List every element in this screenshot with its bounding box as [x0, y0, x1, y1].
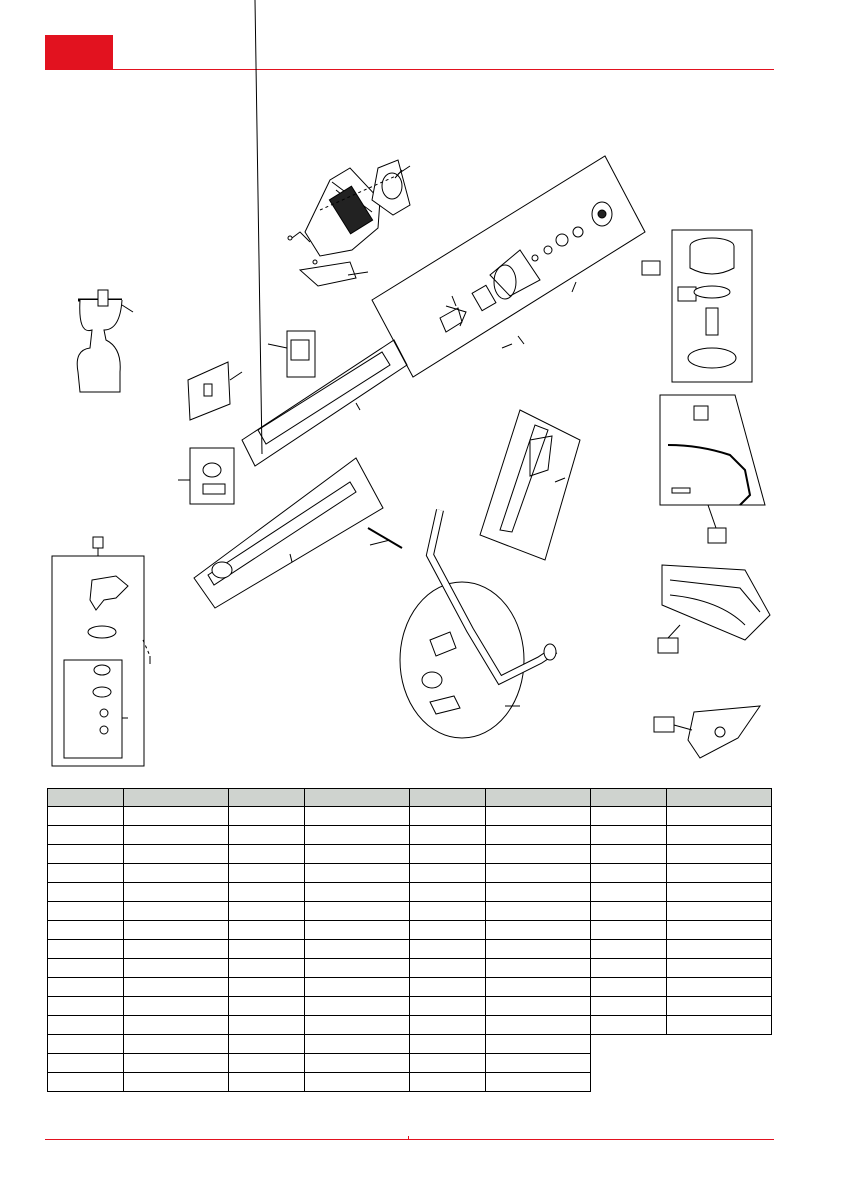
table-cell: [229, 940, 305, 959]
table-cell: [486, 845, 591, 864]
table-cell: [410, 921, 486, 940]
table-cell: [591, 978, 667, 997]
table-empty-area: [591, 1073, 772, 1092]
table-cell: [305, 807, 410, 826]
table-cell: [48, 883, 124, 902]
table-header-cell: [486, 789, 591, 807]
table-cell: [48, 921, 124, 940]
table-cell: [124, 978, 229, 997]
table-cell: [305, 826, 410, 845]
table-cell: [124, 921, 229, 940]
table-row: [48, 845, 772, 864]
table-cell: [486, 921, 591, 940]
shoulder-harness-drawing: [77, 290, 133, 392]
gear-head-box: [52, 537, 150, 766]
table-cell: [124, 902, 229, 921]
table-cell: [410, 1054, 486, 1073]
table-cell: [410, 845, 486, 864]
table-cell: [124, 864, 229, 883]
table-cell: [124, 826, 229, 845]
table-cell: [124, 1073, 229, 1092]
table-cell: [229, 921, 305, 940]
table-row: [48, 940, 772, 959]
table-cell: [486, 902, 591, 921]
table-cell: [124, 845, 229, 864]
table-cell: [124, 807, 229, 826]
spool-box-marker-1: [642, 261, 660, 275]
table-cell: [410, 1016, 486, 1035]
table-cell: [486, 1054, 591, 1073]
table-cell: [486, 864, 591, 883]
lower-clamp-box: [178, 448, 234, 504]
table-body: [48, 807, 772, 1092]
footer-center-tick: [408, 1136, 409, 1140]
table-row: [48, 1016, 772, 1035]
table-row: [48, 807, 772, 826]
table-row: [48, 959, 772, 978]
table-cell: [305, 1054, 410, 1073]
table-cell: [410, 807, 486, 826]
clutch-assembly-drawing: [372, 156, 645, 377]
parts-list-table: [47, 788, 772, 1092]
table-cell: [305, 940, 410, 959]
table-cell: [124, 997, 229, 1016]
table-row: [48, 883, 772, 902]
table-row: [48, 1035, 772, 1054]
table-cell: [229, 883, 305, 902]
table-cell: [667, 883, 772, 902]
blade-guard-box: [660, 395, 765, 543]
table-cell: [229, 1016, 305, 1035]
table-cell: [229, 807, 305, 826]
table-cell: [410, 997, 486, 1016]
guard-box-marker: [708, 528, 726, 543]
table-cell: [124, 1035, 229, 1054]
table-cell: [305, 921, 410, 940]
table-cell: [48, 902, 124, 921]
table-cell: [591, 826, 667, 845]
table-cell: [229, 826, 305, 845]
table-cell: [305, 997, 410, 1016]
table-cell: [305, 959, 410, 978]
table-cell: [591, 940, 667, 959]
table-cell: [48, 1073, 124, 1092]
table-cell: [124, 940, 229, 959]
table-cell: [305, 1073, 410, 1092]
table-cell: [667, 978, 772, 997]
table-cell: [48, 940, 124, 959]
table-cell: [410, 978, 486, 997]
table-cell: [667, 921, 772, 940]
table-cell: [486, 883, 591, 902]
table-cell: [486, 959, 591, 978]
table-cell: [410, 940, 486, 959]
table-cell: [305, 864, 410, 883]
table-header-cell: [48, 789, 124, 807]
throttle-handle-drawing: [480, 410, 580, 560]
table-cell: [410, 1073, 486, 1092]
spool-box: [642, 230, 752, 382]
table-header-cell: [229, 789, 305, 807]
table-header-cell: [305, 789, 410, 807]
table-cell: [667, 845, 772, 864]
table-cell: [229, 1054, 305, 1073]
table-row: [48, 864, 772, 883]
table-cell: [486, 940, 591, 959]
table-cell: [305, 1035, 410, 1054]
table-cell: [667, 940, 772, 959]
table-header-cell: [667, 789, 772, 807]
table-cell: [229, 1035, 305, 1054]
table-empty-area: [591, 1054, 772, 1073]
three-blade-marker: [654, 717, 674, 732]
table-cell: [410, 883, 486, 902]
table-cell: [667, 902, 772, 921]
table-cell: [305, 883, 410, 902]
table-cell: [591, 902, 667, 921]
table-cell: [48, 959, 124, 978]
table-row: [48, 978, 772, 997]
engine-housing-drawing: [288, 160, 410, 286]
table-header-cell: [124, 789, 229, 807]
table-cell: [486, 1016, 591, 1035]
table-cell: [486, 807, 591, 826]
table-cell: [486, 1035, 591, 1054]
table-cell: [591, 959, 667, 978]
table-cell: [410, 864, 486, 883]
table-cell: [48, 826, 124, 845]
table-cell: [305, 978, 410, 997]
table-cell: [48, 1035, 124, 1054]
table-cell: [124, 1054, 229, 1073]
table-row: [48, 921, 772, 940]
three-tooth-blade-drawing: [654, 706, 760, 758]
table-header-cell: [591, 789, 667, 807]
lower-shaft-drawing: [194, 458, 402, 608]
table-row: [48, 997, 772, 1016]
table-cell: [229, 1073, 305, 1092]
table-cell: [48, 864, 124, 883]
table-cell: [229, 864, 305, 883]
metal-blade-segment: [658, 565, 770, 653]
table-cell: [48, 1016, 124, 1035]
table-cell: [48, 997, 124, 1016]
table-cell: [124, 883, 229, 902]
table-cell: [667, 864, 772, 883]
table-row: [48, 826, 772, 845]
table-cell: [229, 997, 305, 1016]
table-cell: [410, 1035, 486, 1054]
gearhead-box-marker: [93, 537, 103, 548]
table-cell: [591, 1016, 667, 1035]
table-header-row: [48, 789, 772, 807]
table-cell: [486, 1073, 591, 1092]
table-cell: [591, 997, 667, 1016]
table-cell: [486, 978, 591, 997]
table-cell: [305, 1016, 410, 1035]
spool-box-marker-2: [678, 287, 696, 301]
table-cell: [667, 1016, 772, 1035]
table-cell: [124, 1016, 229, 1035]
upper-clamp-box: [268, 331, 315, 377]
table-cell: [591, 845, 667, 864]
table-cell: [124, 959, 229, 978]
table-cell: [591, 807, 667, 826]
table-row: [48, 1073, 772, 1092]
table-row: [48, 902, 772, 921]
table-cell: [305, 902, 410, 921]
table-row: [48, 1054, 772, 1073]
mounting-plate-drawing: [188, 362, 242, 420]
table-cell: [486, 997, 591, 1016]
handlebar-assembly-drawing: [400, 510, 556, 738]
table-cell: [591, 921, 667, 940]
table-cell: [486, 826, 591, 845]
footer-rule: [45, 1139, 774, 1140]
table-header-cell: [410, 789, 486, 807]
table-cell: [591, 883, 667, 902]
table-cell: [48, 845, 124, 864]
table-cell: [229, 902, 305, 921]
table-cell: [48, 1054, 124, 1073]
table-cell: [410, 959, 486, 978]
table-cell: [410, 902, 486, 921]
table-cell: [229, 978, 305, 997]
table-cell: [48, 978, 124, 997]
blade-box-marker: [658, 638, 678, 653]
table-cell: [410, 826, 486, 845]
table-empty-area: [591, 1035, 772, 1054]
table-cell: [229, 845, 305, 864]
table-cell: [48, 807, 124, 826]
table-cell: [591, 864, 667, 883]
table-cell: [229, 959, 305, 978]
table-cell: [667, 959, 772, 978]
table-cell: [667, 826, 772, 845]
table-cell: [305, 845, 410, 864]
table-cell: [667, 807, 772, 826]
table-cell: [667, 997, 772, 1016]
